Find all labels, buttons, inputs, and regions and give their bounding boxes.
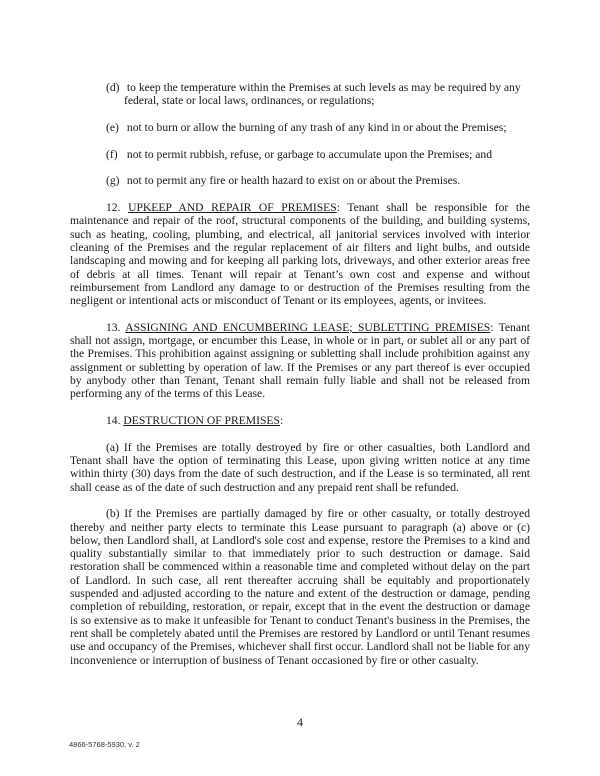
- document-page: [70, 81, 530, 680]
- list-item-label: (d): [106, 81, 120, 94]
- section-number: 13.: [106, 320, 121, 334]
- section-14-destruction: [70, 414, 530, 427]
- list-item-e: [70, 121, 530, 134]
- section-13-assigning-lease: [70, 321, 530, 401]
- document-id: 4866-5768-5930, v. 2: [69, 740, 140, 749]
- list-item-label: (f): [106, 147, 118, 161]
- list-item-g: [70, 174, 530, 187]
- list-item-label: (e): [106, 120, 119, 134]
- section-heading: ASSIGNING AND ENCUMBERING LEASE; SUBLETTING PREMISES: [125, 320, 491, 334]
- list-item-text: not to permit rubbish, refuse, or garbage to accumulate upon the Premises; and: [126, 147, 493, 161]
- list-item-text: not to permit any fire or health hazard to exist on or about the Premises.: [126, 174, 461, 188]
- section-body: : Tenant shall be responsible for the maintenance and repair of the roof, structural components of the building, and building systems, such as heating, cooling, plumbing, and electrical, all janitorial services involved with interior cleaning of the Premises and the regular replacement of air filters and light bulbs, and outside landscaping and mowing and for keeping all parking lots, driveways, and other exterior areas free of debris at all times. Tenant will repair at Tenant’s own cost and expense and without reimbursement from Landlord any damage to or destruction of the Premises resulting from the negligent or intentional acts or misconduct of Tenant or its employees, agents, or invitees.: [70, 201, 530, 308]
- subparagraph-b: (b) If the Premises are partially damaged by fire or other casualty, or totally destroyed thereby and neither party elects to terminate this Lease pursuant to paragraph (a) above or (c) below, then Landlord shall, at Landlord's sole cost and expense, restore the Premises to a kind and quality substantially similar to that immediately prior to such destruction or damage. Said restoration shall be commenced within a reasonable time and completed without delay on the part of Landlord. In such case, all rent thereafter accruing shall be equitably and proportionately suspended and adjusted according to the nature and extent of the destruction or damage, pending completion of rebuilding, restoration, or repair, except that in the event the destruction or damage is so extensive as to make it unfeasible for Tenant to conduct Tenant's business in the Premises, the rent shall be completely abated until the Premises are restored by Landlord or until Tenant resumes use and occupancy of the Premises, whichever shall first occur. Landlord shall not be liable for any inconvenience or interruption of business of Tenant occasioned by fire or other casualty.: [70, 507, 530, 667]
- list-item-text: to keep the temperature within the Premises at such levels as may be required by any federal, state or local laws, ordinances, or regulations;: [124, 81, 521, 108]
- section-body: : Tenant shall not assign, mortgage, or encumber this Lease, in whole or in part, or sublet all or any part of the Premises. This prohibition against assigning or subletting shall include prohibition against any assignment or subletting by operation of law. If the Premises or any part thereof is ever occupied by anybody other than Tenant, Tenant shall remain fully liable and shall not be released from performing any of the terms of this Lease.: [70, 320, 530, 401]
- list-item-label: (g): [106, 174, 120, 188]
- section-number: 14.: [106, 413, 121, 427]
- section-heading: UPKEEP AND REPAIR OF PREMISES: [128, 201, 337, 215]
- list-item-text: not to burn or allow the burning of any trash of any kind in or about the Premises;: [126, 120, 507, 134]
- section-body: :: [279, 413, 284, 427]
- list-item-d: [70, 81, 530, 108]
- section-heading: DESTRUCTION OF PREMISES: [123, 413, 280, 427]
- page-number: 4: [297, 715, 303, 729]
- list-item-f: [70, 148, 530, 161]
- section-12-upkeep-repair: [70, 201, 530, 307]
- subparagraph-a: (a) If the Premises are totally destroyed by fire or other casualties, both Landlord and Tenant shall have the option of terminating this Lease, upon giving written notice at any time within thirty (30) days from the date of such destruction, and if the Lease is so terminated, all rent shall cease as of the date of such destruction and any prepaid rent shall be refunded.: [70, 440, 530, 494]
- section-number: 12.: [106, 201, 121, 215]
